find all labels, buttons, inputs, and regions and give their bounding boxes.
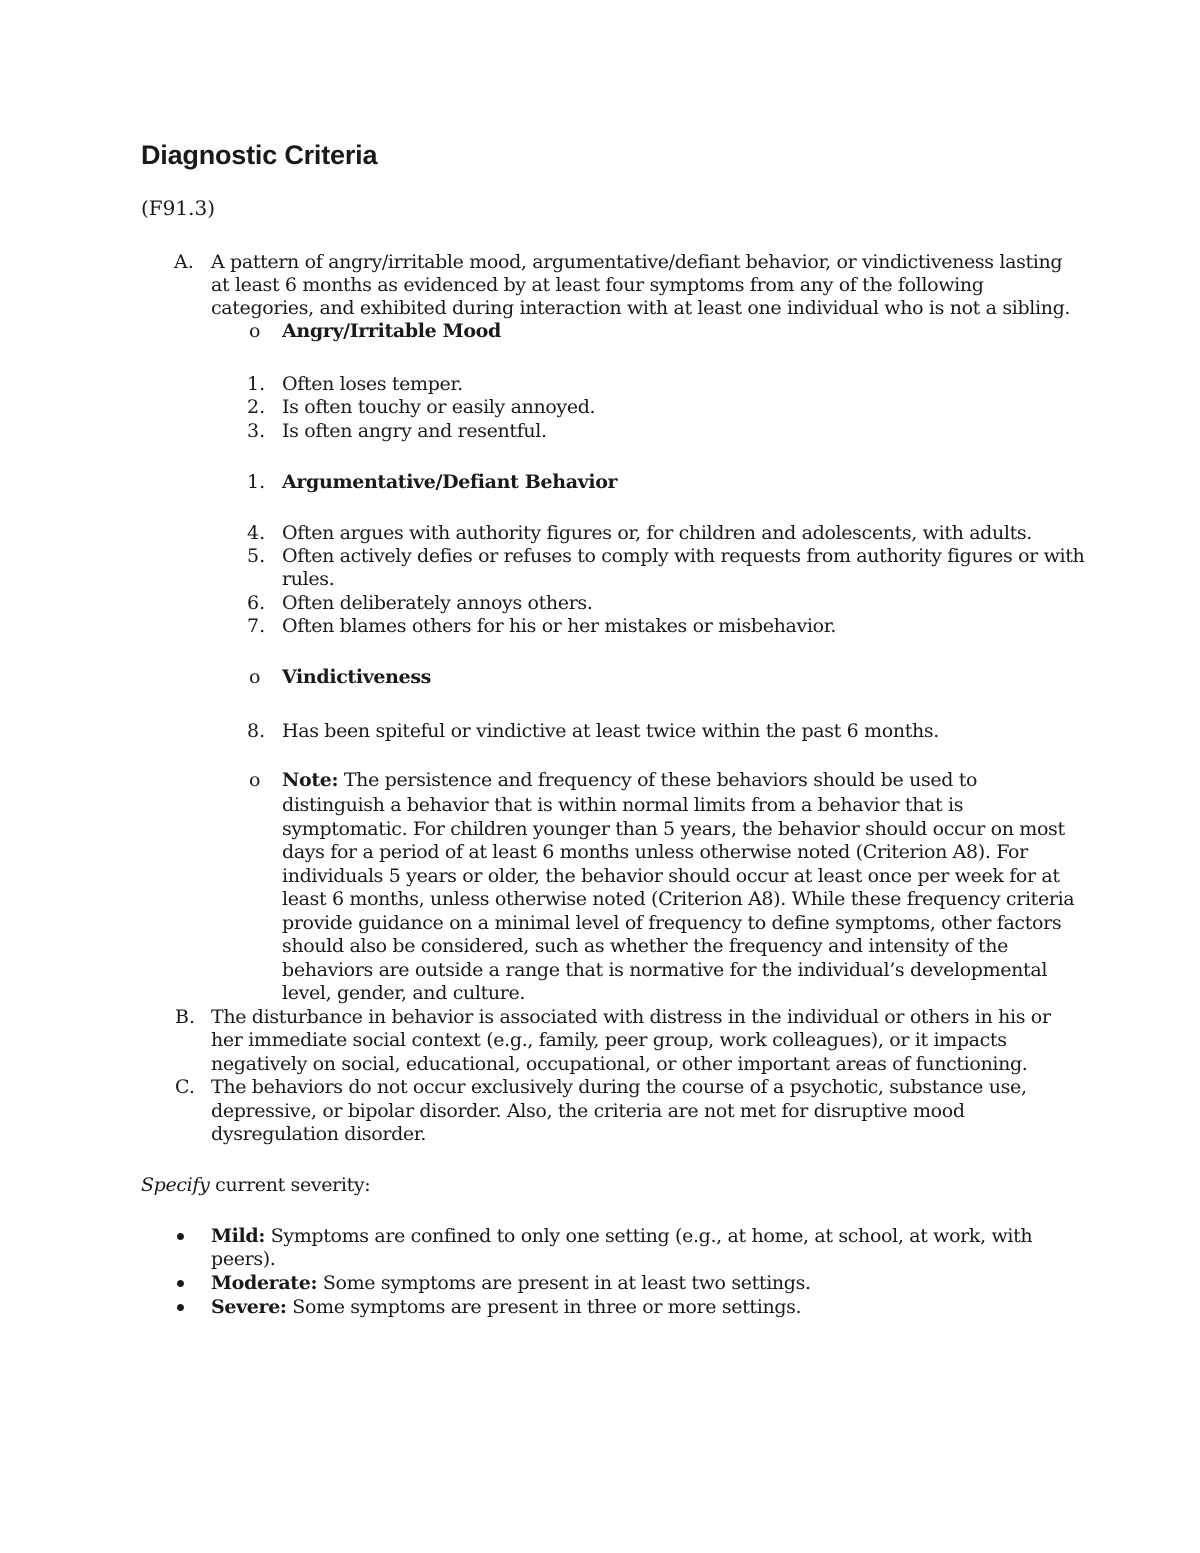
symptom-text: Has been spiteful or vindictive at least twice within the past 6 months. — [282, 720, 939, 742]
symptom-text: Often loses temper. — [282, 373, 463, 395]
symptom-number: 1. — [247, 373, 266, 395]
symptom-number: 5. — [247, 545, 266, 567]
criterion-a-line: at least 6 months as evidenced by at least four symptoms from any of the following — [211, 274, 984, 296]
note-line: level, gender, and culture. — [282, 982, 526, 1004]
criterion-a-line: categories, and exhibited during interaction with at least one individual who is not a sibling. — [211, 297, 1071, 319]
symptom-text: Often actively defies or refuses to comply with requests from authority figures or with — [282, 545, 1085, 567]
note-text: The persistence and frequency of these behaviors should be used to — [338, 769, 978, 791]
note-bullet: o — [249, 769, 261, 791]
criterion-c-line: depressive, or bipolar disorder. Also, the criteria are not met for disruptive mood — [211, 1100, 965, 1122]
vindictiveness-heading: Vindictiveness — [282, 666, 432, 688]
severity-intro — [141, 1174, 370, 1197]
note-line: symptomatic. For children younger than 5 years, the behavior should occur on most — [282, 818, 1065, 840]
bullet-icon — [177, 1280, 184, 1287]
criterion-b-line: negatively on social, educational, occupational, or other important areas of functioning. — [211, 1053, 1028, 1075]
symptom-number: 4. — [247, 522, 266, 544]
severity-text: Symptoms are confined to only one setting (e.g., at home, at school, at work, with — [265, 1225, 1033, 1247]
symptom-text: Often blames others for his or her mistakes or misbehavior. — [282, 615, 837, 637]
severity-label: Severe: — [211, 1296, 287, 1318]
bullet-icon — [177, 1304, 184, 1311]
note-line: behaviors are outside a range that is normative for the individual’s developmental — [282, 959, 1048, 981]
symptom-number: 6. — [247, 592, 266, 614]
angry-mood-heading: Angry/Irritable Mood — [282, 320, 501, 342]
criterion-c-line: The behaviors do not occur exclusively during the course of a psychotic, substance use, — [211, 1076, 1027, 1098]
criterion-c-line: dysregulation disorder. — [211, 1123, 427, 1145]
symptom-text: Is often touchy or easily annoyed. — [282, 396, 596, 418]
bullet-icon — [177, 1233, 184, 1240]
symptom-number: 3. — [247, 420, 266, 442]
symptom-number: 8. — [247, 720, 266, 742]
symptom-text: Often argues with authority figures or, for children and adolescents, with adults. — [282, 522, 1032, 544]
note-line: days for a period of at least 6 months unless otherwise noted (Criterion A8). For — [282, 841, 1028, 863]
severity-severe — [211, 1296, 801, 1319]
page-title: Diagnostic Criteria — [141, 140, 378, 170]
argumentative-heading: Argumentative/Defiant Behavior — [282, 471, 618, 493]
vindictiveness-bullet: o — [249, 666, 261, 688]
severity-text: Some symptoms are present in three or more settings. — [286, 1296, 802, 1318]
criterion-b-line: The disturbance in behavior is associated with distress in the individual or others in his or — [211, 1006, 1051, 1028]
symptom-text: Often deliberately annoys others. — [282, 592, 593, 614]
note-line: provide guidance on a minimal level of frequency to define symptoms, other factors — [282, 912, 1062, 934]
symptom-text: rules. — [282, 568, 335, 590]
angry-mood-bullet: o — [249, 320, 261, 342]
note-line: should also be considered, such as whether the frequency and intensity of the — [282, 935, 1009, 957]
severity-label: Moderate: — [211, 1272, 318, 1294]
criterion-a-line: A pattern of angry/irritable mood, argumentative/defiant behavior, or vindictiveness lasting — [211, 251, 1063, 273]
criterion-c-marker: C. — [175, 1076, 195, 1098]
symptom-number: 2. — [247, 396, 266, 418]
severity-text: Some symptoms are present in at least two settings. — [317, 1272, 811, 1294]
severity-intro-text: current severity: — [209, 1174, 371, 1196]
symptom-text: Is often angry and resentful. — [282, 420, 547, 442]
criterion-a-marker: A. — [174, 251, 194, 273]
criterion-b-marker: B. — [175, 1006, 196, 1028]
diagnostic-code: (F91.3) — [141, 196, 216, 220]
criterion-b-line: her immediate social context (e.g., family, peer group, work colleagues), or it impacts — [211, 1029, 1007, 1051]
note-line: distinguish a behavior that is within normal limits from a behavior that is — [282, 794, 964, 816]
symptom-number: 7. — [247, 615, 266, 637]
severity-label: Mild: — [211, 1225, 266, 1247]
specify-word: Specify — [141, 1174, 210, 1196]
note-label: Note: — [282, 769, 339, 791]
note-line — [282, 769, 977, 792]
note-line: individuals 5 years or older, the behavior should occur at least once per week for at — [282, 865, 1060, 887]
argumentative-marker: 1. — [247, 471, 266, 493]
severity-mild — [211, 1225, 1032, 1248]
severity-moderate — [211, 1272, 811, 1295]
note-line: least 6 months, unless otherwise noted (Criterion A8). While these frequency criteria — [282, 888, 1075, 910]
severity-text: peers). — [211, 1248, 276, 1270]
